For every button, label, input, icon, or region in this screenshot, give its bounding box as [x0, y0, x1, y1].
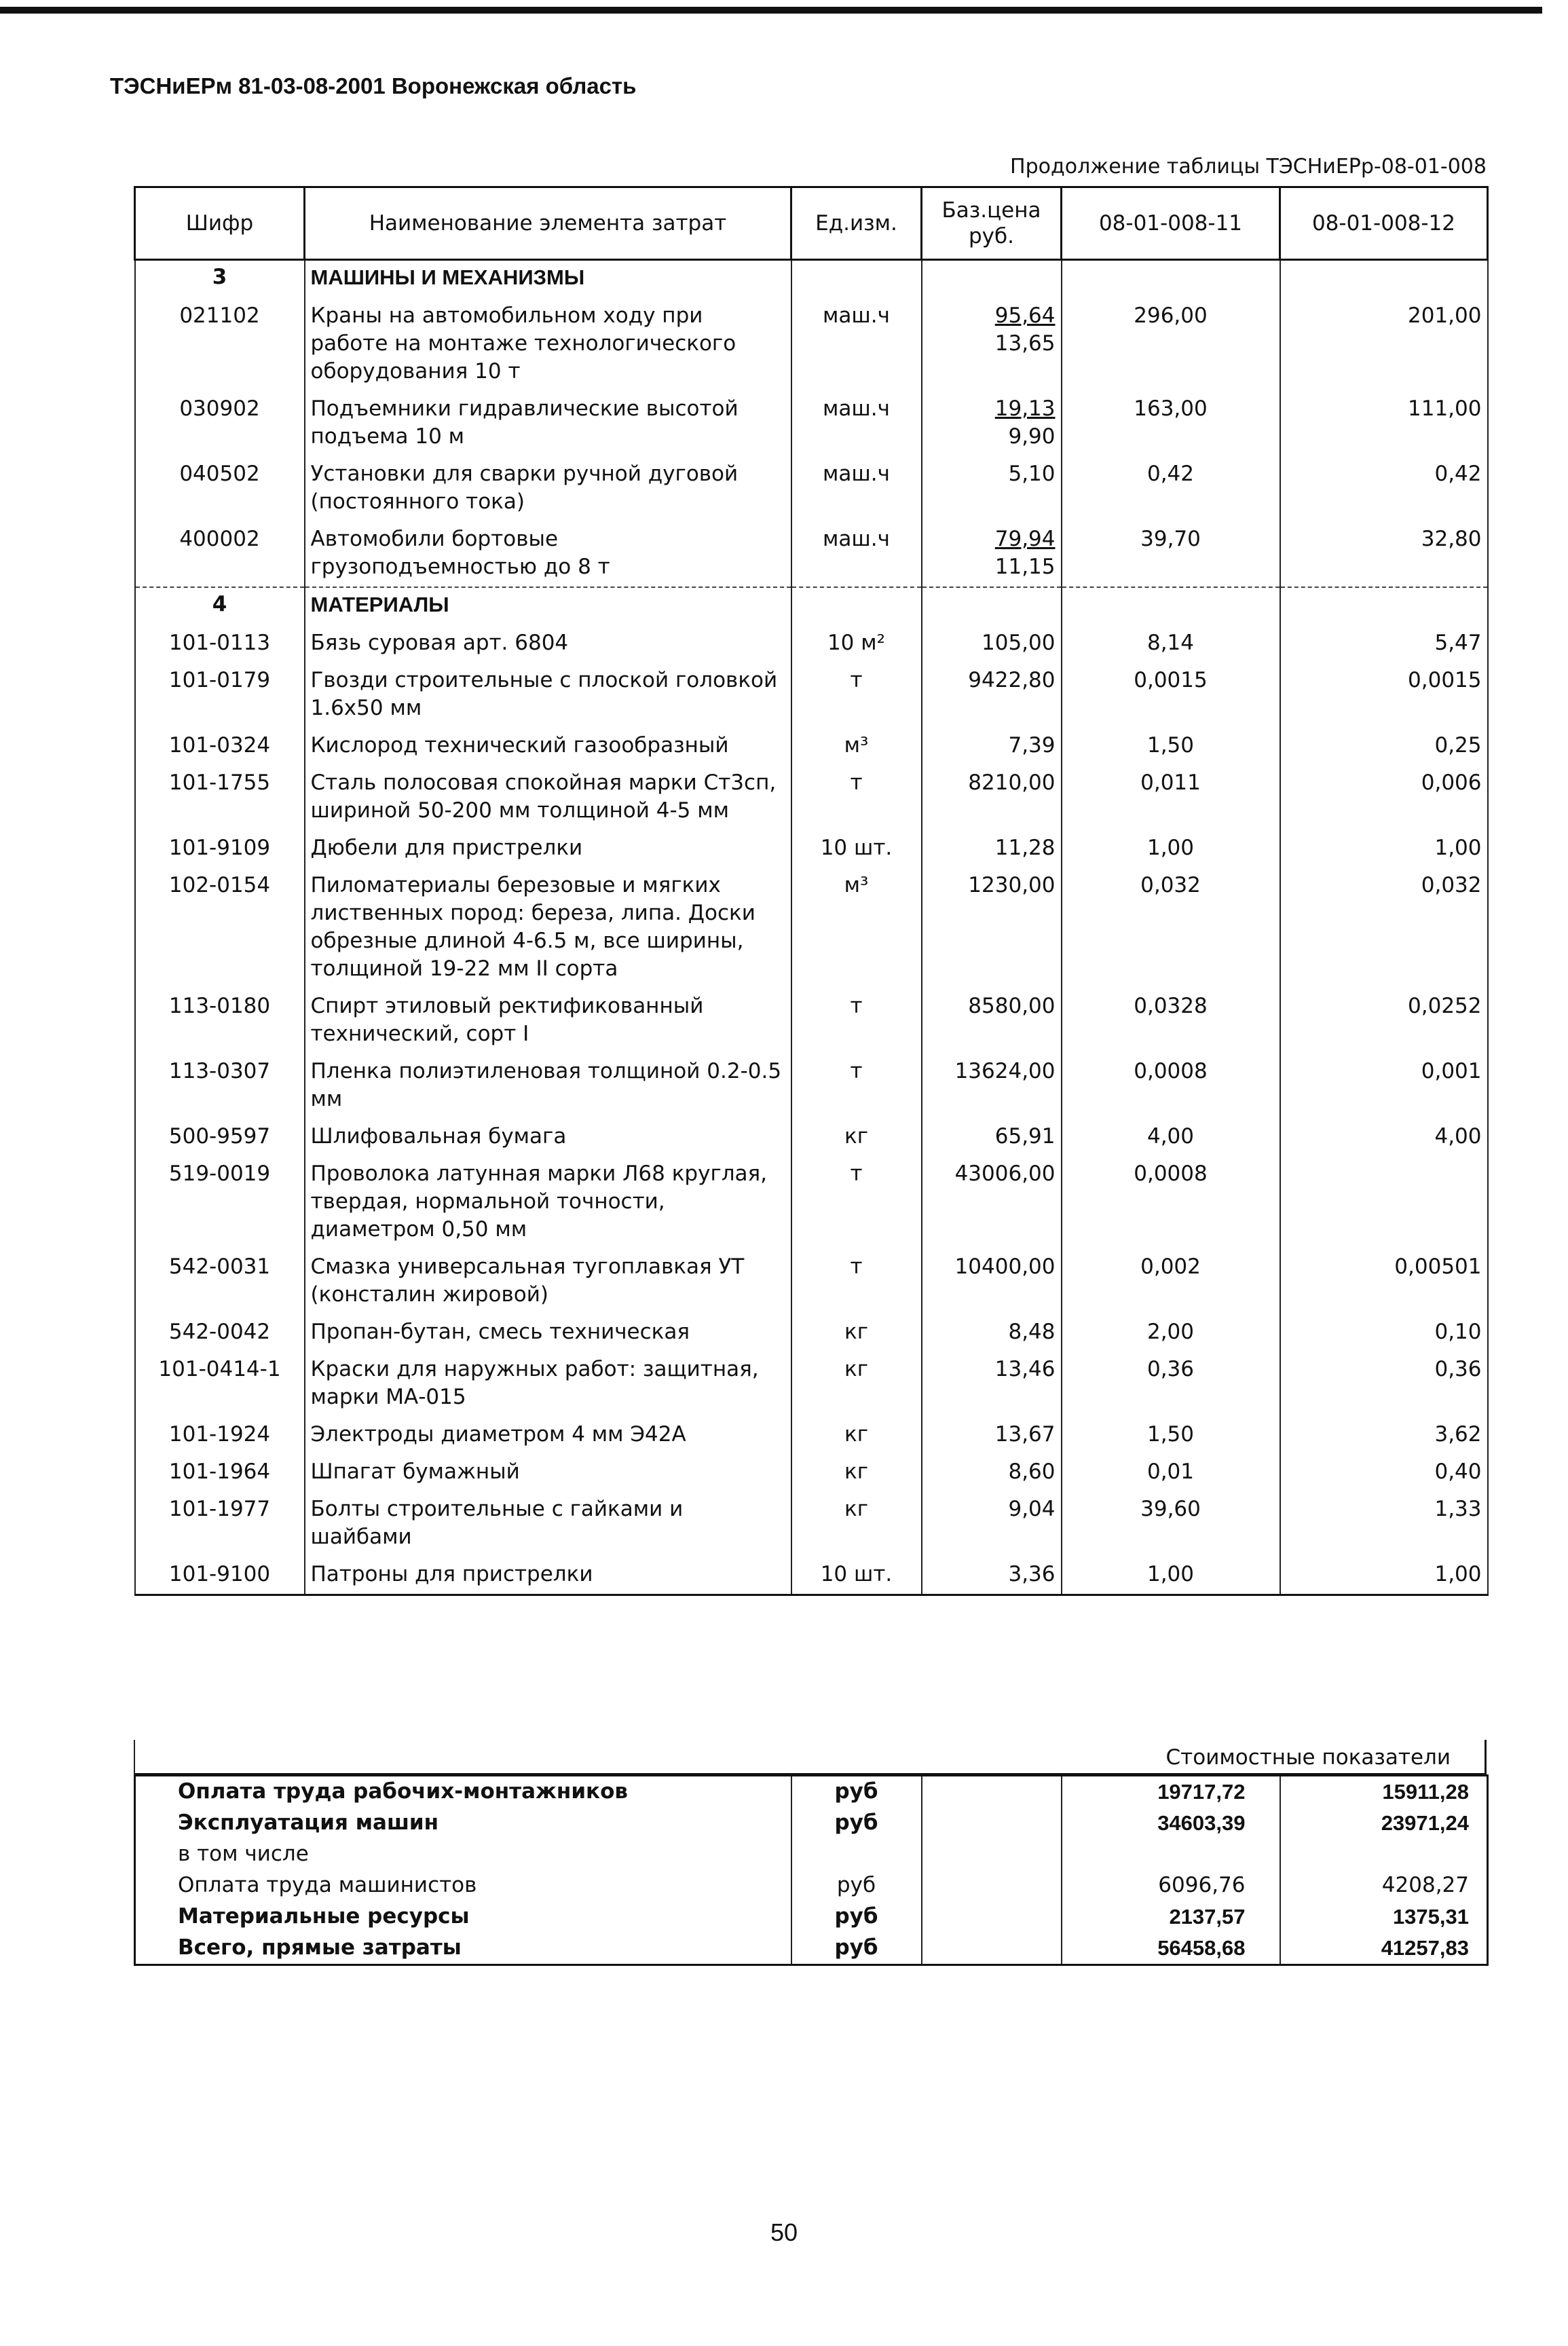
table-row [135, 391, 1488, 456]
cell-price-value: 9,04 [1008, 1497, 1056, 1521]
cost-col-b: 4208,27 [1280, 1870, 1488, 1901]
cell-col-b: 0,10 [1280, 1314, 1488, 1352]
cell-col-a: 39,70 [1062, 521, 1280, 587]
header-price-line2: руб. [969, 224, 1014, 248]
cell-code: 542-0031 [135, 1249, 305, 1314]
cost-empty-cell [922, 1870, 1062, 1901]
cell-col-a: 0,0008 [1062, 1054, 1280, 1119]
cost-label: Всего, прямые затраты [135, 1933, 791, 1965]
cell-unit: маш.ч [791, 298, 922, 391]
cell-name: Дюбели для пристрелки [305, 830, 791, 868]
cell-code: 519-0019 [135, 1156, 305, 1249]
section-header-row [135, 587, 1488, 625]
cell-price-operator-wage: 11,15 [994, 555, 1056, 579]
cell-name: Подъемники гидравлические высотой подъема 10 м [305, 391, 791, 456]
cost-col-a: 56458,68 [1062, 1933, 1280, 1965]
cell-unit: кг [791, 1417, 922, 1454]
cell-price-value: 9422,80 [968, 668, 1056, 692]
cell-name: Патроны для пристрелки [305, 1557, 791, 1595]
cell-unit: т [791, 1249, 922, 1314]
section-empty-cell [791, 260, 922, 299]
top-rule [0, 7, 1542, 14]
cell-col-b: 1,00 [1280, 830, 1488, 868]
cell-unit: маш.ч [791, 391, 922, 456]
cell-price-value: 8580,00 [968, 994, 1056, 1018]
cell-unit: м³ [791, 868, 922, 988]
table-row [135, 1557, 1488, 1595]
cell-col-b: 0,42 [1280, 456, 1488, 521]
cell-price [922, 1156, 1062, 1249]
cell-code: 102-0154 [135, 868, 305, 988]
cell-code: 101-0179 [135, 663, 305, 728]
header-col-b: 08-01-008-12 [1280, 187, 1488, 260]
cell-unit: 10 шт. [791, 1557, 922, 1595]
cell-col-b: 4,00 [1280, 1119, 1488, 1156]
header-col-a: 08-01-008-11 [1062, 187, 1280, 260]
table-row [135, 1054, 1488, 1119]
cell-price [922, 663, 1062, 728]
cell-price-value: 13,46 [994, 1357, 1056, 1381]
cell-col-a: 39,60 [1062, 1491, 1280, 1557]
cell-code: 500-9597 [135, 1119, 305, 1156]
cell-unit: кг [791, 1314, 922, 1352]
cell-col-a: 0,0015 [1062, 663, 1280, 728]
table-row [135, 1454, 1488, 1491]
cell-col-b: 201,00 [1280, 298, 1488, 391]
cell-unit: 10 м² [791, 625, 922, 663]
table-row [135, 988, 1488, 1054]
cell-col-a: 0,01 [1062, 1454, 1280, 1491]
cell-price [922, 298, 1062, 391]
cost-col-b: 41257,83 [1280, 1933, 1488, 1965]
cell-price [922, 1314, 1062, 1352]
section-empty-cell [922, 260, 1062, 299]
cell-code: 030902 [135, 391, 305, 456]
cell-col-b: 0,36 [1280, 1352, 1488, 1417]
cell-price-value: 8,60 [1008, 1459, 1056, 1484]
cell-price-value: 105,00 [982, 631, 1056, 655]
table-row [135, 1314, 1488, 1352]
table-row [135, 1119, 1488, 1156]
page-number: 50 [770, 2218, 798, 2246]
cost-row [135, 1933, 1488, 1965]
cell-price-value: 5,10 [1008, 462, 1056, 486]
table-header-row [135, 187, 1488, 260]
cell-price [922, 1054, 1062, 1119]
cell-col-b: 1,33 [1280, 1491, 1488, 1557]
cell-name: Бязь суровая арт. 6804 [305, 625, 791, 663]
cost-label: Материальные ресурсы [135, 1901, 791, 1933]
cell-price [922, 1352, 1062, 1417]
cell-code: 101-1755 [135, 765, 305, 830]
cell-col-a: 1,50 [1062, 1417, 1280, 1454]
header-unit: Ед.изм. [791, 187, 922, 260]
cost-caption-row [134, 1740, 1487, 1775]
cost-col-a: 6096,76 [1062, 1870, 1280, 1901]
cell-unit: кг [791, 1119, 922, 1156]
cell-price [922, 1491, 1062, 1557]
cost-unit: руб [791, 1933, 922, 1965]
section-empty-cell [1062, 587, 1280, 625]
cell-price [922, 765, 1062, 830]
cell-col-b: 0,00501 [1280, 1249, 1488, 1314]
cell-price [922, 1454, 1062, 1491]
cell-price [922, 1119, 1062, 1156]
cell-name: Кислород технический газообразный [305, 728, 791, 765]
cell-name: Гвозди строительные с плоской головкой 1.6х50 мм [305, 663, 791, 728]
cell-code: 101-9100 [135, 1557, 305, 1595]
table-row [135, 728, 1488, 765]
cost-unit: руб [791, 1808, 922, 1839]
table-row [135, 1491, 1488, 1557]
cell-unit: кг [791, 1454, 922, 1491]
cell-col-b: 0,032 [1280, 868, 1488, 988]
section-number: 3 [135, 260, 305, 299]
cell-price [922, 728, 1062, 765]
cost-row [135, 1776, 1488, 1808]
cell-code: 113-0307 [135, 1054, 305, 1119]
cell-col-b: 5,47 [1280, 625, 1488, 663]
cell-code: 040502 [135, 456, 305, 521]
cost-col-b: 15911,28 [1280, 1776, 1488, 1808]
cell-col-b: 0,0252 [1280, 988, 1488, 1054]
table-continuation-caption: Продолжение таблицы ТЭСНиЕРр-08-01-008 [1010, 155, 1487, 179]
cell-unit: т [791, 765, 922, 830]
cell-price-value: 1230,00 [968, 873, 1056, 897]
cell-col-b: 0,0015 [1280, 663, 1488, 728]
section-title: МАТЕРИАЛЫ [305, 587, 791, 625]
cell-col-a: 0,011 [1062, 765, 1280, 830]
cell-price-value: 11,28 [994, 836, 1056, 860]
cell-price [922, 625, 1062, 663]
cell-col-a: 0,002 [1062, 1249, 1280, 1314]
cost-label: Оплата труда машинистов [135, 1870, 791, 1901]
cell-code: 021102 [135, 298, 305, 391]
section-header-row [135, 260, 1488, 299]
cell-col-b: 32,80 [1280, 521, 1488, 587]
cell-name: Проволока латунная марки Л68 круглая, твердая, нормальной точности, диаметром 0,50 мм [305, 1156, 791, 1249]
cell-price-operator-wage: 13,65 [994, 331, 1056, 356]
cell-price-operator-wage: 9,90 [1008, 424, 1056, 449]
cell-price [922, 521, 1062, 587]
table-row [135, 830, 1488, 868]
cell-name: Автомобили бортовые грузоподъемностью до 8 т [305, 521, 791, 587]
cost-col-a: 34603,39 [1062, 1808, 1280, 1839]
cell-price [922, 868, 1062, 988]
cell-col-b: 0,006 [1280, 765, 1488, 830]
cell-col-a: 8,14 [1062, 625, 1280, 663]
cost-row [135, 1901, 1488, 1933]
cell-code: 400002 [135, 521, 305, 587]
cost-unit: руб [791, 1901, 922, 1933]
cell-price [922, 456, 1062, 521]
table-row [135, 521, 1488, 587]
cell-price-value: 95,64 [994, 303, 1056, 328]
table-row [135, 298, 1488, 391]
table-row [135, 1249, 1488, 1314]
section-empty-cell [922, 587, 1062, 625]
table-row [135, 625, 1488, 663]
resource-table [134, 186, 1489, 1596]
cell-price-value: 65,91 [994, 1124, 1056, 1149]
cell-unit: т [791, 663, 922, 728]
cell-price [922, 1557, 1062, 1595]
cell-name: Смазка универсальная тугоплавкая УТ (консталин жировой) [305, 1249, 791, 1314]
cell-price-value: 8210,00 [968, 770, 1056, 795]
cost-empty-cell [922, 1808, 1062, 1839]
cost-caption: Стоимостные показатели [1165, 1745, 1451, 1770]
cell-col-b [1280, 1156, 1488, 1249]
cell-name: Пропан-бутан, смесь техническая [305, 1314, 791, 1352]
cost-unit [791, 1839, 922, 1870]
cell-name: Краны на автомобильном ходу при работе на монтаже технологического оборудования 10 т [305, 298, 791, 391]
cell-name: Шпагат бумажный [305, 1454, 791, 1491]
cell-price-value: 8,48 [1008, 1320, 1056, 1344]
cell-name: Спирт этиловый ректификованный технический, сорт I [305, 988, 791, 1054]
cell-price-value: 10400,00 [954, 1254, 1056, 1279]
cell-code: 542-0042 [135, 1314, 305, 1352]
cell-col-b: 111,00 [1280, 391, 1488, 456]
cell-col-a: 0,36 [1062, 1352, 1280, 1417]
cell-col-b: 0,001 [1280, 1054, 1488, 1119]
section-title: МАШИНЫ И МЕХАНИЗМЫ [305, 260, 791, 299]
cell-price [922, 830, 1062, 868]
cell-price-value: 19,13 [994, 396, 1056, 421]
cell-col-a: 0,42 [1062, 456, 1280, 521]
cost-empty-cell [922, 1839, 1062, 1870]
table-row [135, 456, 1488, 521]
document-title: ТЭСНиЕРм 81-03-08-2001 Воронежская область [110, 73, 637, 98]
cell-unit: т [791, 1156, 922, 1249]
cost-col-a: 2137,57 [1062, 1901, 1280, 1933]
cost-row [135, 1808, 1488, 1839]
table-row [135, 1352, 1488, 1417]
header-price [922, 187, 1062, 260]
cell-price [922, 391, 1062, 456]
cost-row [135, 1839, 1488, 1870]
cell-unit: м³ [791, 728, 922, 765]
cell-col-a: 2,00 [1062, 1314, 1280, 1352]
cell-name: Пленка полиэтиленовая толщиной 0.2-0.5 мм [305, 1054, 791, 1119]
cost-label: в том числе [135, 1839, 791, 1870]
cell-code: 101-1924 [135, 1417, 305, 1454]
cell-code: 101-0414-1 [135, 1352, 305, 1417]
cell-col-b: 1,00 [1280, 1557, 1488, 1595]
cell-price [922, 988, 1062, 1054]
cell-code: 101-0324 [135, 728, 305, 765]
cell-col-b: 0,40 [1280, 1454, 1488, 1491]
cell-col-a: 1,00 [1062, 830, 1280, 868]
cell-name: Установки для сварки ручной дуговой (постоянного тока) [305, 456, 791, 521]
cost-col-b: 23971,24 [1280, 1808, 1488, 1839]
cell-col-b: 0,25 [1280, 728, 1488, 765]
cell-col-a: 1,50 [1062, 728, 1280, 765]
cell-unit: кг [791, 1491, 922, 1557]
header-code: Шифр [135, 187, 305, 260]
cost-row [135, 1870, 1488, 1901]
cost-empty-cell [922, 1776, 1062, 1808]
cost-label: Эксплуатация машин [135, 1808, 791, 1839]
cell-col-a: 4,00 [1062, 1119, 1280, 1156]
cell-code: 113-0180 [135, 988, 305, 1054]
cell-name: Сталь полосовая спокойная марки Ст3сп, шириной 50-200 мм толщиной 4-5 мм [305, 765, 791, 830]
cell-unit: маш.ч [791, 521, 922, 587]
table-row [135, 868, 1488, 988]
cell-price-value: 13624,00 [954, 1059, 1056, 1083]
cost-unit: руб [791, 1870, 922, 1901]
cell-unit: 10 шт. [791, 830, 922, 868]
section-number: 4 [135, 587, 305, 625]
cell-price-value: 7,39 [1008, 733, 1056, 758]
table-row [135, 1156, 1488, 1249]
cell-code: 101-0113 [135, 625, 305, 663]
cell-unit: маш.ч [791, 456, 922, 521]
cost-unit: руб [791, 1776, 922, 1808]
cell-name: Электроды диаметром 4 мм Э42А [305, 1417, 791, 1454]
cost-empty-cell [922, 1901, 1062, 1933]
cost-table-body [135, 1776, 1488, 1965]
cell-unit: т [791, 988, 922, 1054]
cell-price [922, 1249, 1062, 1314]
cost-label: Оплата труда рабочих-монтажников [135, 1776, 791, 1808]
cell-name: Болты строительные с гайками и шайбами [305, 1491, 791, 1557]
cell-price-value: 3,36 [1008, 1562, 1056, 1586]
header-name: Наименование элемента затрат [305, 187, 791, 260]
cell-price-value: 79,94 [994, 527, 1056, 551]
cell-col-a: 296,00 [1062, 298, 1280, 391]
cell-col-a: 0,0008 [1062, 1156, 1280, 1249]
cost-empty-cell [922, 1933, 1062, 1965]
cost-col-a [1062, 1839, 1280, 1870]
cell-col-a: 0,032 [1062, 868, 1280, 988]
cell-name: Пиломатериалы березовые и мягких лиственных пород: береза, липа. Доски обрезные длиной 4-6.5 м, все ширины, толщиной 19-22 мм II сорта [305, 868, 791, 988]
cost-table [134, 1774, 1489, 1966]
table-body [135, 260, 1488, 1595]
cell-code: 101-1964 [135, 1454, 305, 1491]
cell-col-a: 163,00 [1062, 391, 1280, 456]
section-empty-cell [1062, 260, 1280, 299]
cell-col-a: 0,0328 [1062, 988, 1280, 1054]
cell-code: 101-1977 [135, 1491, 305, 1557]
cost-col-a: 19717,72 [1062, 1776, 1280, 1808]
cell-col-b: 3,62 [1280, 1417, 1488, 1454]
cell-price-value: 43006,00 [954, 1161, 1056, 1186]
cell-unit: кг [791, 1352, 922, 1417]
cell-code: 101-9109 [135, 830, 305, 868]
cell-unit: т [791, 1054, 922, 1119]
table-row [135, 1417, 1488, 1454]
cell-price [922, 1417, 1062, 1454]
cost-col-b: 1375,31 [1280, 1901, 1488, 1933]
cell-col-a: 1,00 [1062, 1557, 1280, 1595]
section-empty-cell [1280, 587, 1488, 625]
cell-name: Шлифовальная бумага [305, 1119, 791, 1156]
cell-name: Краски для наружных работ: защитная, марки МА-015 [305, 1352, 791, 1417]
cost-col-b [1280, 1839, 1488, 1870]
section-empty-cell [791, 587, 922, 625]
cell-price-value: 13,67 [994, 1422, 1056, 1447]
header-price-line1: Баз.цена [941, 198, 1041, 223]
section-empty-cell [1280, 260, 1488, 299]
table-row [135, 765, 1488, 830]
table-row [135, 663, 1488, 728]
